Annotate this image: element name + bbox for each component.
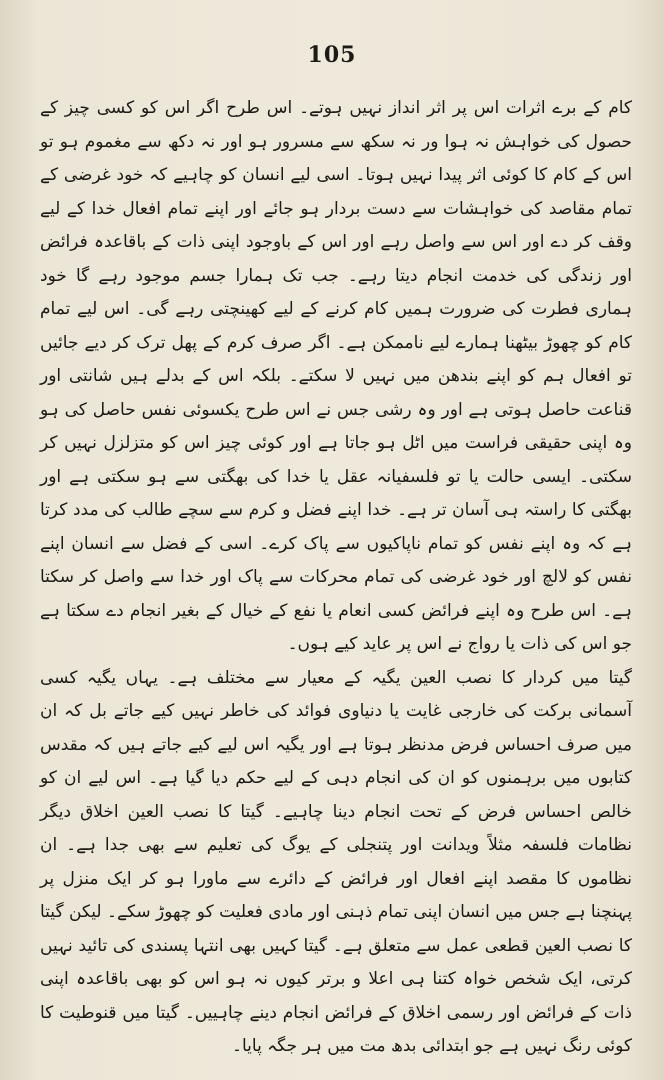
- paragraph-1: کام کے برے اثرات اس پر اثر انداز نہیں ہوتے۔ اس طرح اگر اس کو کسی چیز کے حصول کی خواہش نہ ہوا ور نہ سکھ سے مسرور ہو اور نہ دکھ سے مغموم ہو تو اس کے کام کا کوئی اثر پیدا نہیں ہوتا۔ اسی لیے انسان کو چاہیے کہ خود غرضی کے تمام مقاصد کی خواہشات سے دست بردار ہو جائے اور اپنے تمام افعال خدا کے لیے وقف کر دے اور اس سے واصل رہے اور اس کے باوجود اپنی ذات کے باقاعدہ فرائض اور زندگی کی خدمت انجام دیتا رہے۔ جب تک ہمارا جسم موجود رہے گا خود ہماری فطرت کی ضرورت ہمیں کام کرنے کے لیے کھینچتی رہے گی۔ اس لیے تمام کام کو چھوڑ بیٹھنا ہمارے لیے ناممکن ہے۔ اگر صرف کرم کے پھل ترک کر دیے جائیں تو افعال ہم کو اپنے بندھن میں نہیں لا سکتے۔ بلکہ اس کے بدلے ہیں شانتی اور قناعت حاصل ہوتی ہے اور وہ رشی جس نے اس طرح یکسوئی نفس حاصل کی ہو وہ اپنی حقیقی فراست میں اٹل ہو جاتا ہے اور کوئی چیز اس کو متزلزل نہیں کر سکتی۔ ایسی حالت یا تو فلسفیانہ عقل یا خدا کی بھگتی سے ہو سکتی ہے اور بھگتی کا راستہ ہی آسان تر ہے۔ خدا اپنے فضل و کرم سے سچے طالب کی مدد کرتا ہے کہ وہ اپنے نفس کو تمام ناپاکیوں سے پاک کرے۔ اسی کے فضل سے انسان اپنے نفس کو لالچ اور خود غرضی کی تمام محرکات سے پاک اور خدا سے واصل کر سکتا ہے۔ اس طرح وہ اپنے فرائض کسی انعام یا نفع کے خیال کے بغیر انجام دے سکتا ہے جو اس کی ذات یا رواج نے اس پر عاید کیے ہوں۔: [40, 98, 632, 654]
- paragraph-2: گیتا میں کردار کا نصب العین یگیہ کے معیار سے مختلف ہے۔ یہاں یگیہ کسی آسمانی برکت کی خارجی غایت یا دنیاوی فوائد کی خاطر نہیں کیے جاتے بل کہ ان میں صرف احساس فرض مدنظر ہوتا ہے اور یگیہ اس لیے کیے جاتے ہیں کہ مقدس کتابوں میں برہمنوں کو ان کی انجام دہی کے لیے حکم دیا گیا ہے۔ اس لیے ان کو خالص احساس فرض کے تحت انجام دینا چاہیے۔ گیتا کا نصب العین اخلاق دیگر نظامات فلسفہ مثلاً ویدانت اور پتنجلی کے یوگ کی تعلیم سے بھی جدا ہے۔ ان نظاموں کا مقصد اپنے افعال اور فرائض کے دائرے سے ماورا ہو کر ایک منزل پر پہنچنا ہے جس میں انسان اپنی تمام ذہنی اور مادی فعلیت کو چھوڑ سکے۔ لیکن گیتا کا نصب العین قطعی عمل سے متعلق ہے۔ گیتا کہیں بھی انتہا پسندی کی تائید نہیں کرتی، ایک شخص خواہ کتنا ہی اعلا و برتر کیوں نہ ہو اس کو بھی باقاعدہ اپنی ذات کے فرائض اور رسمی اخلاق کے فرائض انجام دینے چاہییں۔ گیتا میں قنوطیت کا کوئی رنگ نہیں ہے جو ابتدائی بدھ مت میں ہر جگہ پایا۔: [40, 667, 632, 1056]
- page-body: [40, 92, 632, 1064]
- page-number: 105: [307, 42, 357, 68]
